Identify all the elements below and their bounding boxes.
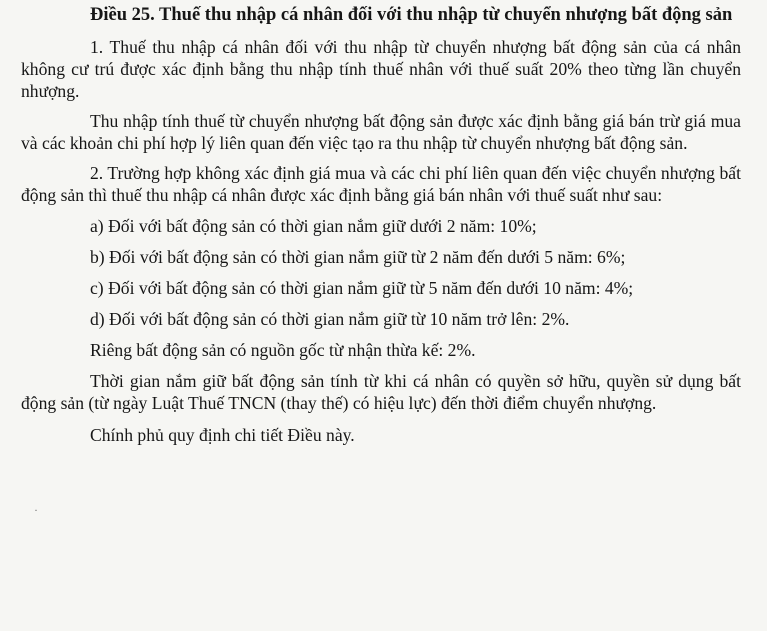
paragraph-2: 2. Trường hợp không xác định giá mua và các chi phí liên quan đến việc chuyển nhượng bất động sản thì thuế thu nhập cá nhân được xác định bằng giá bán nhân với thuế suất như sau: (21, 163, 741, 205)
document-page (0, 4, 767, 631)
paragraph-taxable-income: Thu nhập tính thuế từ chuyển nhượng bất động sản được xác định bằng giá bán trừ giá mua và các khoản chi phí hợp lý liên quan đến việc tạo ra thu nhập từ chuyển nhượng bất động sản. (21, 111, 741, 153)
tax-rate-item-b: b) Đối với bất động sản có thời gian nắm giữ từ 2 năm đến dưới 5 năm: 6%; (90, 247, 626, 267)
inheritance-rate: Riêng bất động sản có nguồn gốc từ nhận thừa kế: 2%. (90, 340, 476, 360)
tax-rate-item-d: d) Đối với bất động sản có thời gian nắm giữ từ 10 năm trở lên: 2%. (90, 309, 570, 329)
scan-dot-marker: · (34, 503, 38, 517)
holding-period-paragraph: Thời gian nắm giữ bất động sản tính từ khi cá nhân có quyền sở hữu, quyền sử dụng bất động sản (từ ngày Luật Thuế TNCN (thay thế) có hiệu lực) đến thời điểm chuyển nhượng. (21, 371, 741, 413)
tax-rate-item-c: c) Đối với bất động sản có thời gian nắm giữ từ 5 năm đến dưới 10 năm: 4%; (90, 278, 634, 298)
government-detail-paragraph: Chính phủ quy định chi tiết Điều này. (90, 425, 355, 445)
article-title: Điều 25. Thuế thu nhập cá nhân đối với thu nhập từ chuyển nhượng bất động sản (90, 5, 733, 25)
paragraph-1: 1. Thuế thu nhập cá nhân đối với thu nhập từ chuyển nhượng bất động sản của cá nhân không cư trú được xác định bằng thu nhập tính thuế nhân với thuế suất 20% theo từng lần chuyển nhượng. (21, 37, 741, 101)
tax-rate-item-a: a) Đối với bất động sản có thời gian nắm giữ dưới 2 năm: 10%; (90, 216, 537, 236)
